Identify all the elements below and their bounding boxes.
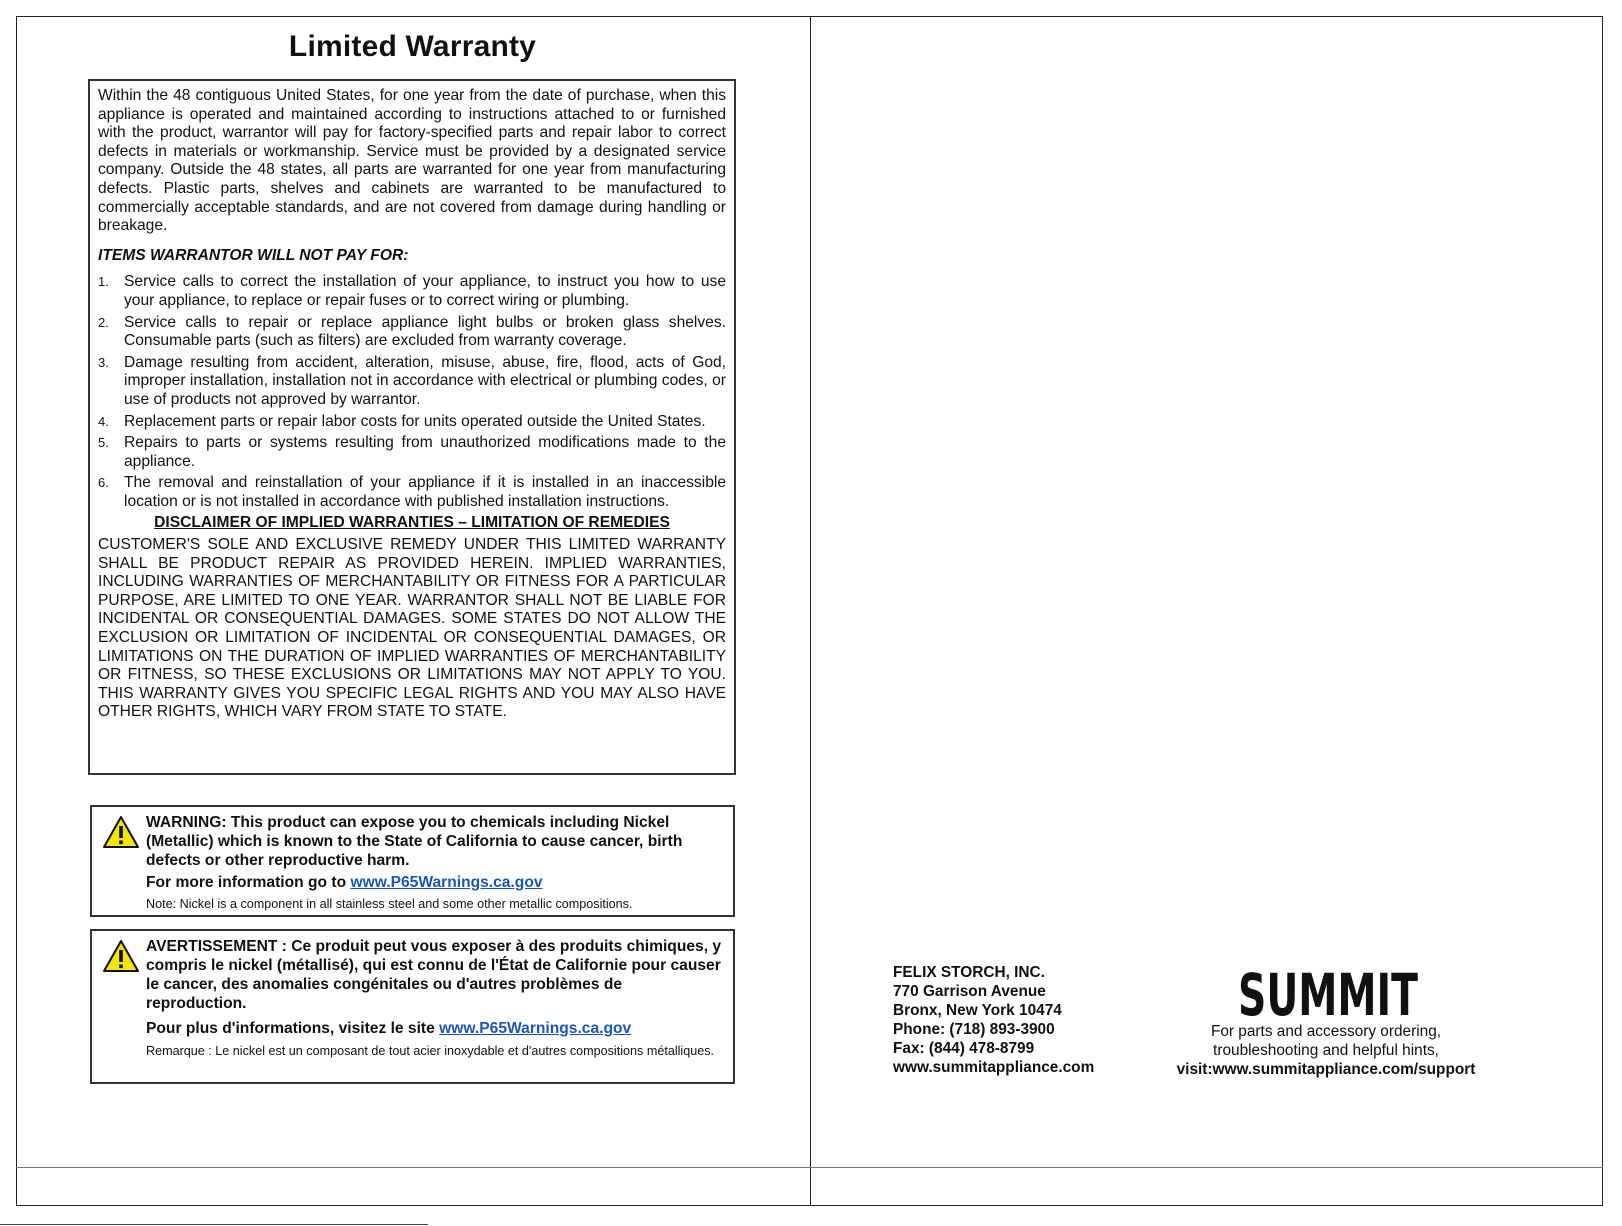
company-address-block <box>893 963 1094 1077</box>
more-info-line <box>146 873 723 892</box>
item-number: 5. <box>98 435 109 451</box>
bottom-rule <box>16 1167 1603 1168</box>
prop65-warning-french <box>90 929 735 1084</box>
summit-logo-icon <box>1236 957 1420 1019</box>
list-item <box>98 273 726 310</box>
p65-warnings-link[interactable]: www.P65Warnings.ca.gov <box>350 874 543 891</box>
company-name: FELIX STORCH, INC. <box>893 964 1045 981</box>
item-number: 2. <box>98 314 109 330</box>
warning-triangle-icon <box>102 815 140 849</box>
item-text: Service calls to correct the installation of your appliance, to instruct you how to use your appliance, to replace or repair fuses or to correct wiring or plumbing. <box>124 273 726 309</box>
warranty-terms-box <box>88 79 736 775</box>
p65-warnings-link[interactable]: www.P65Warnings.ca.gov <box>439 1020 632 1037</box>
disclaimer-body: CUSTOMER'S SOLE AND EXCLUSIVE REMEDY UNDER THIS LIMITED WARRANTY SHALL BE PRODUCT REPAIR AS PROVIDED HEREIN. IMPLIED WARRANTIES, INCLUDING WARRANTIES OF MERCHANTABILITY OR FITNESS FOR A PARTICULAR PURPOSE, ARE LIMITED TO ONE YEAR. WARRANTOR SHALL NOT BE LIABLE FOR INCIDENTAL OR CONSEQUENTIAL DAMAGES. SOME STATES DO NOT ALLOW THE EXCLUSION OR LIMITATION OF INCIDENTAL OR CONSEQUENTIAL DAMAGES, OR LIMITATIONS ON THE DURATION OF IMPLIED WARRANTIES OF MERCHANTABILITY OR FITNESS, SO THESE EXCLUSIONS OR LIMITATIONS MAY NOT APPLY TO YOU. THIS WARRANTY GIVES YOU SPECIFIC LEGAL RIGHTS AND YOU MAY ALSO HAVE OTHER RIGHTS, WHICH VARY FROM STATE TO STATE. <box>98 536 726 721</box>
support-line-2: troubleshooting and helpful hints, <box>1213 1042 1439 1059</box>
panel-divider <box>810 16 811 1206</box>
warning-triangle-icon <box>102 939 140 973</box>
prop65-warning-english <box>90 805 735 917</box>
warning-text: WARNING: This product can expose you to chemicals including Nickel (Metallic) which is known to the State of California to cause cancer, birth defects or other reproductive harm. <box>146 814 683 869</box>
warning-text: AVERTISSEMENT : Ce produit peut vous exposer à des produits chimiques, y compris le nickel (métallisé), qui est connu de l'État de Californie pour causer le cancer, des anomalies congénitales ou d'autres problèmes de reproduction. <box>146 938 722 1012</box>
support-url[interactable]: visit:www.summitappliance.com/support <box>1176 1061 1476 1078</box>
item-number: 6. <box>98 475 109 491</box>
items-heading: ITEMS WARRANTOR WILL NOT PAY FOR: <box>98 246 409 264</box>
item-text: Repairs to parts or systems resulting from unauthorized modifications made to the appliance. <box>124 434 726 470</box>
warranty-intro: Within the 48 contiguous United States, for one year from the date of purchase, when this appliance is operated and maintained according to instructions attached to or furnished with the product, warrantor will pay for factory-specified parts and repair labor to correct defects in materials or workmanship. Service must be provided by a designated service company. Outside the 48 states, all parts are warranted for one year from manufacturing defects. Plastic parts, shelves and cabinets are warranted to be manufactured to commercially acceptable standards, and are not covered from damage during handling or breakage. <box>98 87 726 235</box>
item-number: 1. <box>98 274 109 290</box>
item-number: 3. <box>98 354 109 370</box>
summit-logo <box>1236 955 1420 1019</box>
nickel-note: Remarque : Le nickel est un composant de tout acier inoxydable et d'autres compositions métalliques. <box>146 1044 715 1058</box>
list-item <box>98 413 726 432</box>
list-item <box>98 314 726 351</box>
support-line-1: For parts and accessory ordering, <box>1210 1023 1442 1040</box>
list-item <box>98 474 726 511</box>
disclaimer-heading: DISCLAIMER OF IMPLIED WARRANTIES – LIMITATION OF REMEDIES <box>154 514 670 532</box>
list-item <box>98 354 726 410</box>
item-text: Replacement parts or repair labor costs for units operated outside the United States. <box>124 412 706 430</box>
company-street: 770 Garrison Avenue <box>893 983 1046 1000</box>
company-fax: Fax: (844) 478-8799 <box>893 1040 1035 1057</box>
support-info <box>1146 1022 1506 1079</box>
more-info-label: For more information go to <box>146 874 351 891</box>
page-title: Limited Warranty <box>288 30 537 63</box>
company-city: Bronx, New York 10474 <box>893 1002 1062 1019</box>
nickel-note: Note: Nickel is a component in all stainless steel and some other metallic compositions. <box>146 897 633 911</box>
company-phone: Phone: (718) 893-3900 <box>893 1021 1055 1038</box>
exclusions-list <box>98 273 726 511</box>
company-website[interactable]: www.summitappliance.com <box>893 1059 1095 1076</box>
summit-wordmark: SUMMIT <box>1238 961 1419 1019</box>
scan-edge-line <box>0 1224 428 1225</box>
more-info-line <box>146 1019 723 1038</box>
item-text: The removal and reinstallation of your appliance if it is installed in an inaccessible location or is not installed in accordance with published installation instructions. <box>124 474 726 510</box>
more-info-label: Pour plus d'informations, visitez le site <box>146 1020 440 1037</box>
list-item <box>98 434 726 471</box>
item-text: Damage resulting from accident, alteration, misuse, abuse, fire, flood, acts of God, improper installation, installation not in accordance with electrical or plumbing codes, or use of products not approved by warrantor. <box>124 353 726 408</box>
item-text: Service calls to repair or replace appliance light bulbs or broken glass shelves. Consumable parts (such as filters) are excluded from warranty coverage. <box>124 313 726 350</box>
item-number: 4. <box>98 413 109 429</box>
